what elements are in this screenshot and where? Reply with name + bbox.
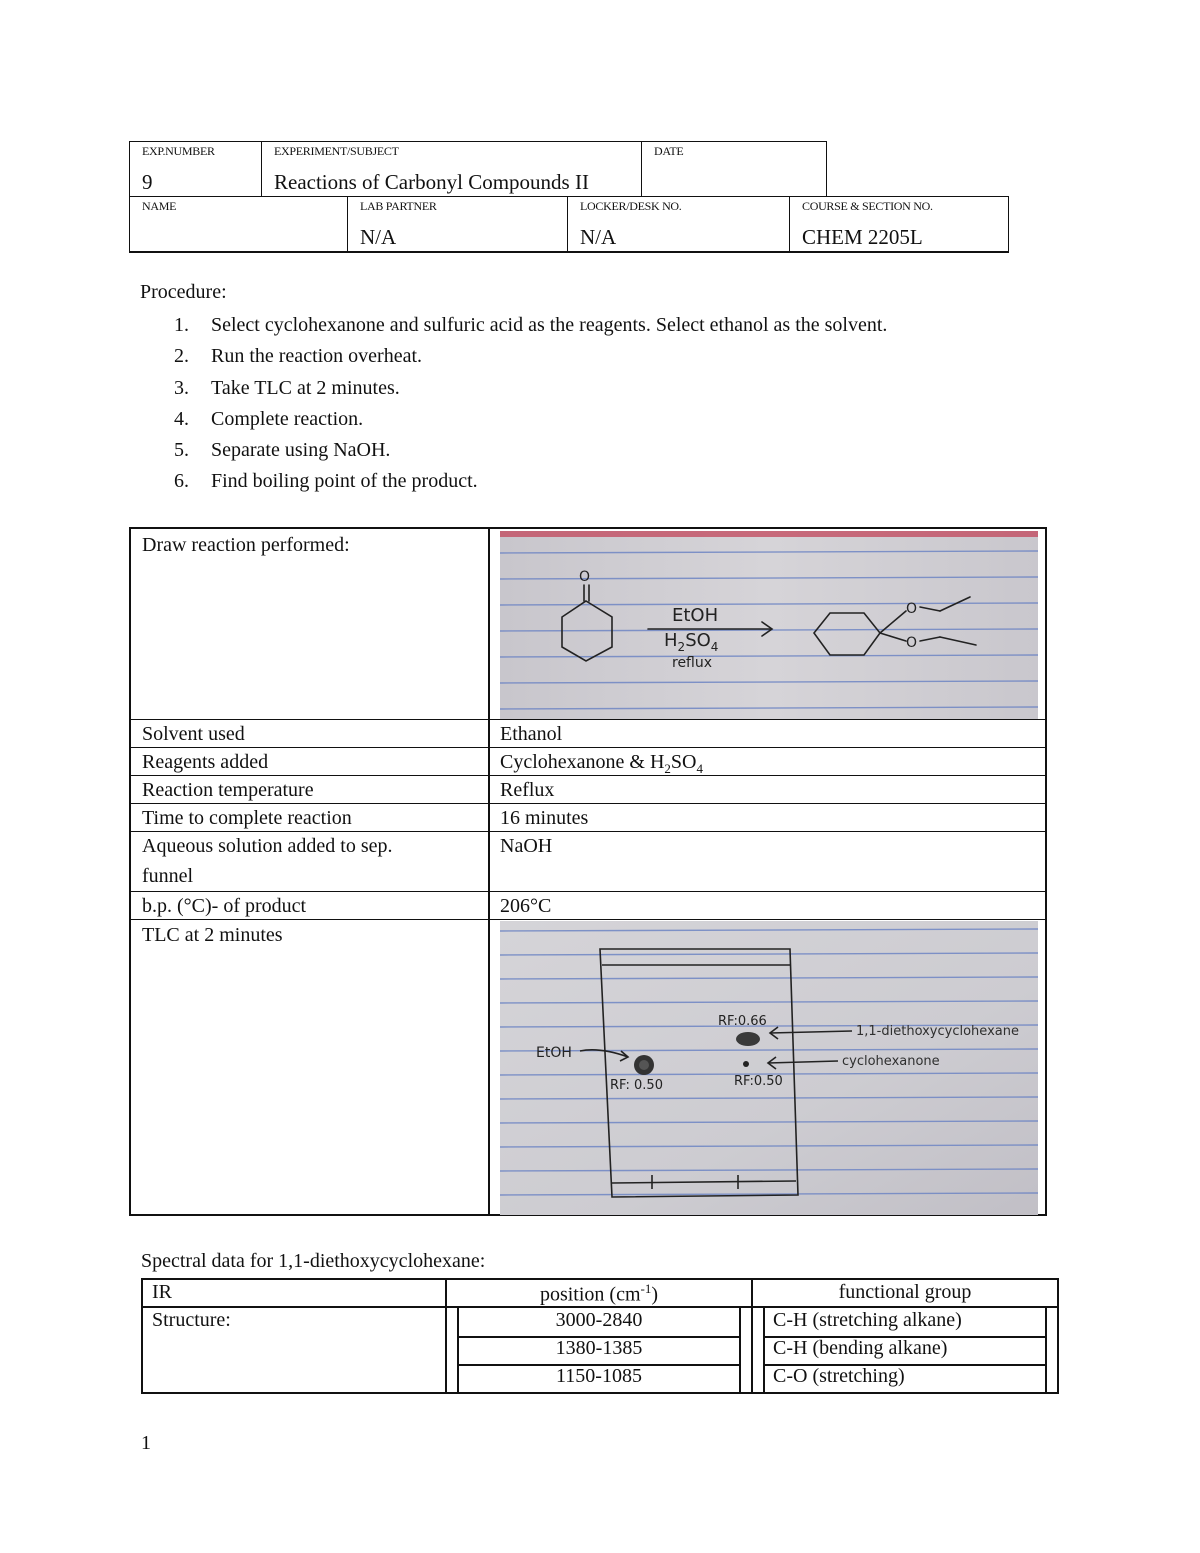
name-cell — [129, 196, 349, 253]
functional-group-cell: C-H (bending alkane) — [773, 1337, 948, 1359]
functional-group-cell: C-H (stretching alkane) — [773, 1309, 962, 1331]
ir-position-cell: 1150-1085 — [556, 1365, 642, 1387]
locker-cell — [567, 196, 791, 253]
exp-number-value: 9 — [142, 170, 153, 194]
step-number: 3. — [174, 376, 189, 399]
tlc-label-cyclohexanone: cyclohexanone — [842, 1054, 940, 1069]
tlc-label: TLC at 2 minutes — [142, 924, 283, 946]
reaction-drawing-photo — [500, 531, 1038, 719]
temperature-value: Reflux — [500, 779, 555, 801]
procedure-step — [174, 468, 887, 499]
aqueous-label-line-2: funnel — [142, 865, 194, 887]
procedure-list — [174, 312, 887, 500]
product-oxygen-1: O — [906, 601, 918, 617]
lab-partner-value: N/A — [360, 225, 397, 249]
page-number: 1 — [141, 1432, 151, 1454]
time-label: Time to complete reaction — [142, 807, 352, 829]
subject-cell — [261, 141, 643, 197]
tlc-lane-etoh: EtOH — [536, 1045, 572, 1061]
tlc-plate-drawing — [500, 921, 1038, 1215]
tlc-rf-product: RF:0.66 — [718, 1014, 767, 1029]
reagent-h2so4: $H_2SO_4$ — [664, 630, 719, 654]
step-text: Select cyclohexanone and sulfuric acid as the reagents. Select ethanol as the solvent. — [211, 314, 888, 336]
ir-header: IR — [152, 1281, 172, 1303]
procedure-step — [174, 312, 887, 343]
tlc-label-product: 1,1-diethoxycyclohexane — [856, 1024, 1019, 1039]
date-cell — [641, 141, 827, 197]
tlc-drawing-photo — [500, 921, 1038, 1215]
column-divider — [488, 529, 490, 1214]
draw-reaction-label: Draw reaction performed: — [142, 534, 350, 556]
inner-divider — [739, 1308, 741, 1392]
functional-group-cell: C-O (stretching) — [773, 1365, 905, 1387]
time-value: 16 minutes — [500, 807, 589, 829]
lab-partner-cell — [347, 196, 569, 253]
course-cell — [789, 196, 1009, 253]
functional-group-header: functional group — [838, 1281, 972, 1303]
locker-value: N/A — [580, 225, 617, 249]
tlc-rf-cyclohexanone: RF:0.50 — [734, 1074, 783, 1089]
structure-label: Structure: — [152, 1309, 231, 1331]
ir-position-cell: 1380-1385 — [555, 1337, 643, 1359]
ketone-oxygen: O — [579, 569, 591, 585]
solvent-value: Ethanol — [500, 723, 563, 745]
inner-divider — [763, 1308, 765, 1392]
ir-position-cell: 3000-2840 — [555, 1309, 643, 1331]
exp-number-label: EXP.NUMBER — [142, 144, 215, 158]
course-label: COURSE & SECTION NO. — [802, 199, 933, 213]
row-divider — [131, 719, 1045, 720]
reagents-label: Reagents added — [142, 751, 269, 773]
date-label: DATE — [654, 144, 684, 158]
step-number: 2. — [174, 345, 189, 368]
step-text: Separate using NaOH. — [211, 439, 391, 462]
step-number: 1. — [174, 314, 189, 336]
aqueous-label-line-1: Aqueous solution added to sep. — [142, 835, 393, 857]
boiling-point-value: 206°C — [500, 895, 552, 917]
reaction-drawing — [500, 531, 1038, 719]
step-text: Find boiling point of the product. — [211, 470, 478, 493]
step-number: 4. — [174, 407, 189, 430]
experiment-data-table — [129, 527, 1047, 1216]
solvent-label: Solvent used — [142, 723, 245, 745]
procedure-step — [174, 437, 887, 468]
spectral-data-title: Spectral data for 1,1-diethoxycyclohexane: — [141, 1250, 486, 1272]
reflux-condition: reflux — [672, 655, 713, 671]
spectral-data-table — [141, 1278, 1059, 1394]
locker-label: LOCKER/DESK NO. — [580, 199, 682, 213]
step-number: 5. — [174, 439, 189, 462]
aqueous-value: NaOH — [500, 835, 553, 857]
boiling-point-label: b.p. (°C)- of product — [142, 895, 307, 917]
reagents-value: Cyclohexanone & $H_2SO_4$ — [500, 751, 703, 776]
inner-divider — [1045, 1308, 1047, 1392]
exp-number-cell — [129, 141, 263, 197]
step-text: Complete reaction. — [211, 407, 364, 430]
subject-label: EXPERIMENT/SUBJECT — [274, 144, 399, 158]
procedure-step — [174, 343, 887, 374]
course-value: CHEM 2205L — [802, 225, 923, 249]
product-oxygen-2: O — [906, 635, 918, 651]
reagent-etoh: EtOH — [672, 605, 719, 626]
procedure-step — [174, 375, 887, 406]
lab-partner-label: LAB PARTNER — [360, 199, 437, 213]
step-text: Run the reaction overheat. — [211, 345, 423, 368]
step-text: Take TLC at 2 minutes. — [211, 376, 400, 399]
subject-value: Reactions of Carbonyl Compounds II — [274, 170, 589, 194]
procedure-step — [174, 406, 887, 437]
position-header: position $(cm^{-1})$ — [539, 1281, 659, 1306]
temperature-label: Reaction temperature — [142, 779, 314, 801]
name-label: NAME — [142, 199, 177, 213]
step-number: 6. — [174, 470, 189, 493]
tlc-rf-lane-1: RF: 0.50 — [610, 1078, 663, 1093]
procedure-title: Procedure: — [140, 281, 227, 303]
